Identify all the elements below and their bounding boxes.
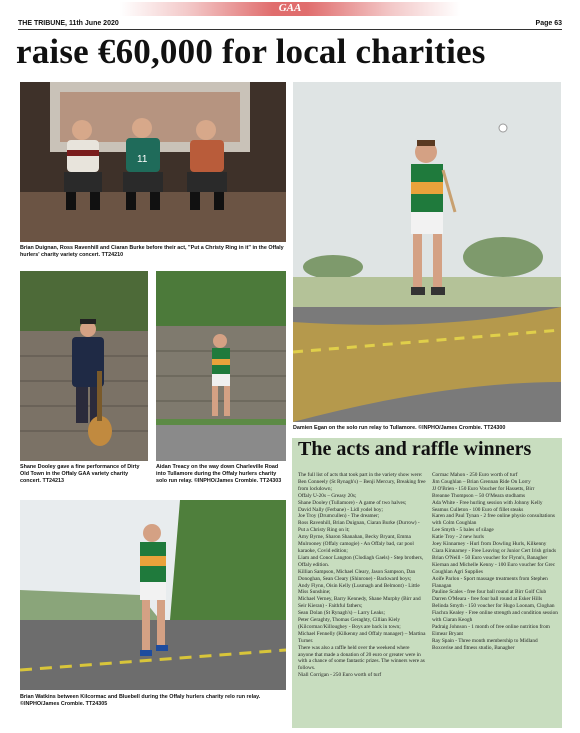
panel-line: Fiachra Kealey - Free online strength and condition session with Ciaran Keogh xyxy=(432,610,558,624)
panel-line: David Nally (Ferbane) - Lidl yodel boy; xyxy=(298,506,384,513)
panel-line: Brian O'Neill - 50 Euro voucher for Flynn's, Banagher xyxy=(432,554,548,561)
panel-line: Padraig Johnson - 1 month of free online nutrition from Eimear Bryant xyxy=(432,623,550,637)
panel-title: The acts and raffle winners xyxy=(298,438,532,460)
panel-line: There was also a raffle held over the weekend where anyone that made a donation of 20 euro or greater were in with a chance of some fantastic prizes. The winners were as follows. xyxy=(298,644,425,672)
panel-line: Jim Coughlan – Brian Grennan Ride On Lorry xyxy=(432,478,531,485)
panel-line: Michael Verney, Barry Kennedy, Shane Murphy (Birr and Seir Kieran) - Faithful fathers; xyxy=(298,596,421,610)
panel-line: Niall Corrigan - 250 Euro worth of turf xyxy=(298,672,382,679)
panel-line: Seamus Culleton - 100 Euro of fillet steaks xyxy=(432,506,524,513)
page-header-line xyxy=(18,18,562,30)
panel-line: Lee Smyth - 5 bales of silage xyxy=(432,527,494,534)
panel-line: Belinda Smyth - 150 voucher for Hugo Loonam, Cloghan xyxy=(432,603,555,610)
panel-line: Amy Byrne, Sharon Shanahan, Becky Bryant, Emma Mulrooney (Offaly camogie) - An Offaly bad, car pool karaoke, Covid edition; xyxy=(298,534,414,554)
panel-line: Karen and Paul Tynan - 2 free online physio consultations with Colm Coughlan xyxy=(432,513,555,527)
panel-line: Killian Sampson, Michael Cleary, Jason Sampson, Dan Donoghan, Sean Cleary (Shinrone) - Backward boys; xyxy=(298,568,416,582)
panel-line: Aoife Parlon - Sport massage treatments from Stephen Flanagan xyxy=(432,575,548,589)
photo-caption: Damien Egan on the solo run relay to Tullamore. ©INPHO/James Crombie. TT24300 xyxy=(293,425,506,431)
photo-caption: Brian Watkins between Kilcormac and Bluebell during the Offaly hurlers charity relo run relay. ©INPHO/James Crombie. TT24305 xyxy=(20,694,261,707)
panel-line: Ciara Kinnarney - Free Leaving or Junior Cert Irish grinds xyxy=(432,547,557,554)
panel-line: Katie Troy - 2 new hurls xyxy=(432,534,484,541)
section-label: GAA xyxy=(278,2,302,14)
panel-line: Ray Spain - Three month membership to Midland Boxcerise and fitness studio, Banagher xyxy=(432,637,538,651)
acts-winners-panel xyxy=(292,438,562,728)
panel-line: Joey Kinnarney - Hurl from Dowling Hurls, Kilkenny xyxy=(432,541,547,548)
panel-line: The full list of acts that took part in the variety show were: xyxy=(298,472,423,478)
panel-line: Pauline Scales - free four ball round at Birr Golf Club xyxy=(432,589,547,596)
panel-line: Peter Geraghty, Thomas Geraghty, Cillian Kiely (Kilcormac/Killoughey - Boys are back in town; xyxy=(298,617,401,630)
headline: raise €60,000 for local charities xyxy=(16,32,486,71)
panel-line: Sean Dolan (St Rynagh's) – Larry Leaks; xyxy=(298,610,385,617)
raffle-column xyxy=(432,472,560,652)
photo-solo-run xyxy=(293,82,561,422)
panel-line: Shane Dooley (Tullamore) - A game of two halves; xyxy=(298,499,407,506)
panel-line: Ada White - Free hurling session with Johnny Kelly xyxy=(432,499,543,506)
photo-guitarist xyxy=(20,271,148,461)
panel-line: Kiernan and Michelle Kenny - 100 Euro voucher for Grec Coughlan Agri Supplies xyxy=(432,561,556,575)
publication-date: THE TRIBUNE, 11th June 2020 xyxy=(18,20,119,27)
panel-line: Ross Ravenhill, Brian Duignan, Ciaran Burke (Durrow) - Put a Christy Ring on it; xyxy=(298,520,420,534)
panel-line: Andy Flynn, Oisin Kelly (Lusmagh and Belmont) - Little Miss Sunshine; xyxy=(298,582,420,596)
photo-relay-runner xyxy=(156,271,286,461)
acts-column xyxy=(298,472,426,679)
photo-caption: Brian Duignan, Ross Ravenhill and Ciaran Burke before their act, "Put a Christy Ring in it" in the Offaly hurlers' charity variety concert. TT24210 xyxy=(20,245,284,258)
photo-relay-road xyxy=(20,500,286,690)
page-number: Page 63 xyxy=(535,20,562,27)
panel-line: Joe Troy (Drumcullen) - The dreamer; xyxy=(298,513,380,520)
panel-line: Liam and Conor Langton (Clodiagh Gaels) - Step brothers, Offaly edition. xyxy=(298,554,424,568)
photo-concert-act xyxy=(20,82,286,242)
panel-line: Breanne Thompson – 50 O'Meara stodhams xyxy=(432,492,526,499)
panel-line: Michael Fennelly (Kilkenny and Offaly manager) – Martina Turner. xyxy=(298,630,426,644)
photo-caption: Shane Dooley gave a fine performance of Dirty Old Town in the Offaly GAA variety charity concert. TT24213 xyxy=(20,464,140,484)
panel-line: Cormac Mahon - 250 Euro worth of turf xyxy=(432,472,518,478)
section-band xyxy=(120,2,460,16)
panel-line: Ben Conneely (St Rynagh's) – Benji Mercury, Breaking free from lockdown; xyxy=(298,478,426,492)
panel-line: JJ O'Brien - 150 Euro Voucher for Hassetts, Birr xyxy=(432,485,535,492)
panel-line: Offaly U-20s – Greasy 20s; xyxy=(298,492,357,499)
panel-line: Darren O'Meara - free four ball round at Esker Hills xyxy=(432,596,543,603)
svg-text:11: 11 xyxy=(137,154,148,165)
photo-caption: Aidan Treacy on the way down Charleville Road into Tullamore during the Offaly hurlers charity solo run relay. ©INPHO/James Crombie. TT24303 xyxy=(156,464,282,484)
